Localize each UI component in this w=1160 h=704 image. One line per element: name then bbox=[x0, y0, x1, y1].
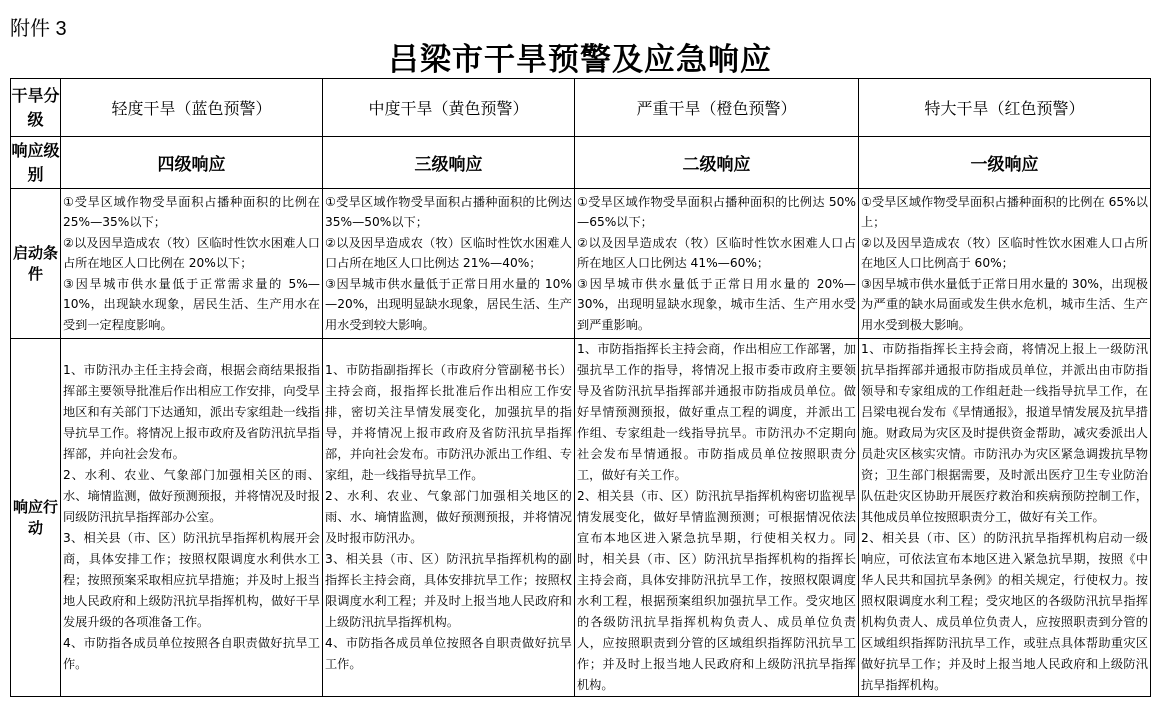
action-item: 1、市防指指挥长主持会商，作出相应工作部署，加强抗旱工作的指导，将情况上报市委市政府主要领导及省防汛抗旱指挥部并通报市防指成员单位。做好旱情预测预报，做好重点工程的调度，并派出工作组、专家组赴一线指导抗旱。市防汛办不定期向社会发布旱情通报。市防指成员单位按照职责分工，做好有关工作。 bbox=[577, 342, 856, 482]
action-item: 1、市防指副指挥长（市政府分管副秘书长）主持会商，报指挥长批准后作出相应工作安排，密切关注旱情发展变化，加强抗旱的指导，并将情况上报市政府及省防汛抗旱指挥部，并向社会发布。市防汛办派出工作组、专家组，赴一线指导抗旱工作。 bbox=[325, 363, 572, 482]
row-label-action: 响应行动 bbox=[11, 339, 61, 697]
action-cell bbox=[61, 339, 323, 697]
level-cell-2: 二级响应 bbox=[575, 137, 859, 189]
start-item: ①受旱区域作物受旱面积占播种面积的比例达 35%—50%以下； bbox=[325, 194, 572, 230]
start-item: ③因旱城市供水量低于正常日用水量的 20%—30%，出现明显缺水现象，城市生活、生产用水受到严重影响。 bbox=[577, 276, 856, 332]
start-cell bbox=[61, 189, 323, 339]
page-title: 吕梁市干旱预警及应急响应 bbox=[388, 42, 772, 78]
action-item: 3、相关县（市、区）防汛抗旱指挥机构的副指挥长主持会商，具体安排抗旱工作；按照权限调度水利工程；并及时上报当地人民政府和上级防汛抗旱指挥机构。 bbox=[325, 552, 572, 629]
start-cell bbox=[323, 189, 575, 339]
start-item: ②以及因旱造成农（牧）区临时性饮水困难人口占所在地区人口比例达 21%—40%； bbox=[325, 235, 572, 271]
start-item: ③因旱城市供水量低于正常需求量的 5%—10%，出现缺水现象，居民生活、生产用水在受到一定程度影响。 bbox=[63, 276, 320, 332]
grade-cell-orange: 严重干旱（橙色预警） bbox=[575, 79, 859, 137]
grade-cell-red: 特大干旱（红色预警） bbox=[859, 79, 1151, 137]
action-item: 4、市防指各成员单位按照各自职责做好抗旱工作。 bbox=[63, 636, 320, 671]
start-cell bbox=[859, 189, 1151, 339]
start-item: ②以及因旱造成农（牧）区临时性饮水困难人口占所在地区人口比例在 20%以下； bbox=[63, 235, 320, 271]
action-cell bbox=[323, 339, 575, 697]
grade-cell-yellow: 中度干旱（黄色预警） bbox=[323, 79, 575, 137]
start-item: ①受旱区域作物受旱面积占播种面积的比例达 50%—65%以下； bbox=[577, 194, 856, 230]
table-row-action bbox=[11, 339, 1151, 697]
start-item: ②以及因旱造成农（牧）区临时性饮水困难人口占所在地区人口比例达 41%—60%； bbox=[577, 235, 856, 271]
action-cell bbox=[859, 339, 1151, 697]
action-item: 3、相关县（市、区）防汛抗旱指挥机构展开会商，具体安排工作；按照权限调度水利供水工程；按照预案采取相应抗旱措施；并及时上报当地人民政府和上级防汛抗旱指挥机构，做好干旱发展升级的各项准备工作。 bbox=[63, 531, 320, 629]
start-cell bbox=[575, 189, 859, 339]
drought-response-table bbox=[10, 78, 1151, 697]
row-label-start: 启动条件 bbox=[11, 189, 61, 339]
grade-cell-blue: 轻度干旱（蓝色预警） bbox=[61, 79, 323, 137]
level-cell-4: 四级响应 bbox=[61, 137, 323, 189]
action-item: 2、相关县（市、区）防汛抗旱指挥机构密切监视旱情发展变化，做好旱情监测预测；可根据情况依法宣布本地区进入紧急抗旱期，行使相关权力。同时，相关县（市、区）防汛抗旱指挥机构的指挥长主持会商，具体安排防汛抗旱工作，按照权限调度水利工程，根据预案组织加强抗旱工作。受灾地区的各级防汛抗旱指挥机构负责人、成员单位负责人，应按照职责到分管的区域组织指挥防汛抗旱工作；并及时上报当地人民政府和上级防汛抗旱指挥机构。 bbox=[577, 489, 856, 692]
action-item: 1、市防汛办主任主持会商，根据会商结果报指挥部主要领导批准后作出相应工作安排，向受旱地区和有关部门下达通知，派出专家组赴一线指导抗旱工作。将情况上报市政府及省防汛抗旱指挥部，并向社会发布。 bbox=[63, 363, 320, 461]
row-label-level: 响应级别 bbox=[11, 137, 61, 189]
table-row-level bbox=[11, 137, 1151, 189]
level-cell-3: 三级响应 bbox=[323, 137, 575, 189]
start-item: ③因旱城市供水量低于正常日用水量的 10%—20%，出现明显缺水现象，居民生活、生产用水受到较大影响。 bbox=[325, 276, 572, 332]
start-item: ①受旱区域作物受旱面积占播种面积的比例在 65%以上； bbox=[861, 194, 1148, 230]
action-item: 2、相关县（市、区）的防汛抗旱指挥机构启动一级响应，可依法宣布本地区进入紧急抗旱期，按照《中华人民共和国抗旱条例》的相关规定，行使权力。按照权限调度水利工程；受灾地区的各级防汛抗旱指挥机构负责人、成员单位负责人，应按照职责到分管的区域组织指挥防汛抗旱工作，或驻点具体帮助重灾区做好抗旱工作；并及时上报当地人民政府和上级防汛抗旱指挥机构。 bbox=[861, 531, 1148, 692]
attachment-label: 附件 3 bbox=[10, 18, 67, 40]
start-item: ②以及因旱造成农（牧）区临时性饮水困难人口占所在地区人口比例高于 60%； bbox=[861, 235, 1148, 271]
level-cell-1: 一级响应 bbox=[859, 137, 1151, 189]
action-item: 4、市防指各成员单位按照各自职责做好抗旱工作。 bbox=[325, 636, 572, 671]
action-item: 2、水利、农业、气象部门加强相关地区的雨、水、墒情监测，做好预测预报，并将情况及时报市防汛办。 bbox=[325, 489, 572, 545]
action-item: 1、市防指指挥长主持会商，将情况上报上一级防汛抗旱指挥部并通报市防指成员单位，并派出由市防指领导和专家组成的工作组赶赴一线指导抗旱工作，在吕梁电视台发布《旱情通报》，报道旱情发展及抗旱措施。财政局为灾区及时提供资金帮助，减灾委派出人员赴灾区核实灾情。市防汛办为灾区紧急调拨抗旱物资；卫生部门根据需要，及时派出医疗卫生专业防治队伍赴灾区协助开展医疗救治和疾病预防控制工作，其他成员单位按照职责分工，做好有关工作。 bbox=[861, 342, 1148, 524]
table-row-grade bbox=[11, 79, 1151, 137]
start-item: ③因旱城市供水量低于正常日用水量的 30%，出现极为严重的缺水局面或发生供水危机，城市生活、生产用水受到极大影响。 bbox=[861, 276, 1148, 332]
start-item: ①受旱区域作物受旱面积占播种面积的比例在 25%—35%以下； bbox=[63, 194, 320, 230]
action-cell bbox=[575, 339, 859, 697]
table-row-start bbox=[11, 189, 1151, 339]
action-item: 2、水利、农业、气象部门加强相关区的雨、水、墒情监测，做好预测预报，并将情况及时报同级防汛抗旱指挥部办公室。 bbox=[63, 468, 320, 524]
row-label-grade: 干旱分级 bbox=[11, 79, 61, 137]
